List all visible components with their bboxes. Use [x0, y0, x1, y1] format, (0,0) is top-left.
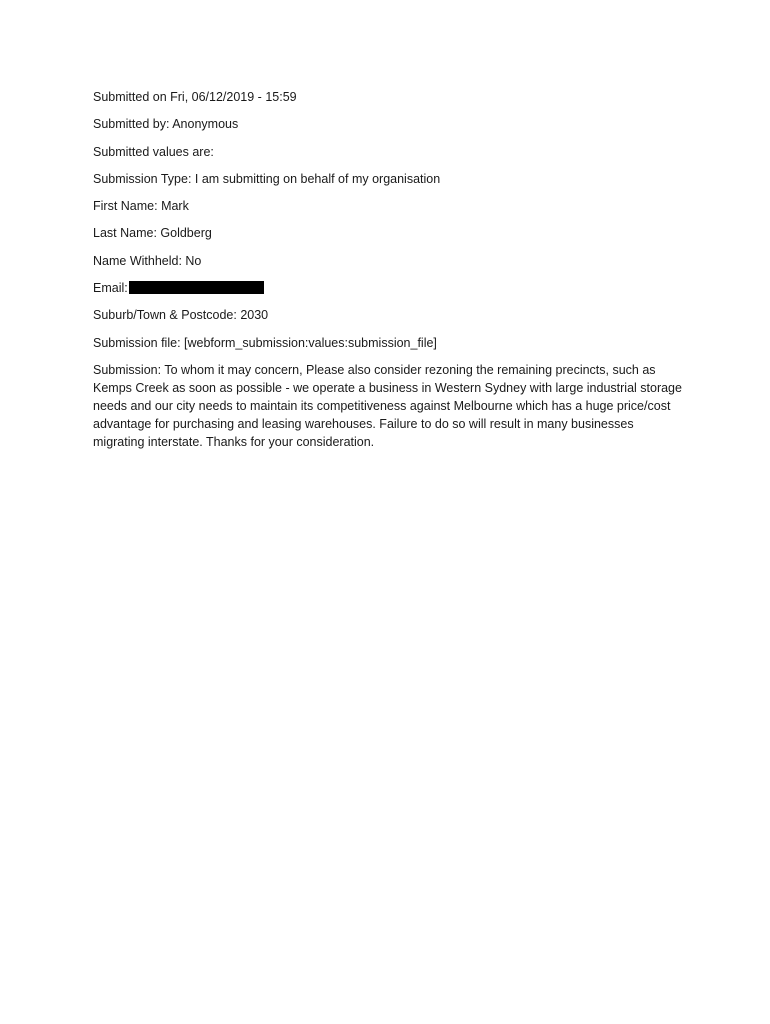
suburb-postcode-field	[93, 306, 683, 324]
field-label: First Name:	[93, 199, 162, 214]
field-value: No	[185, 253, 202, 268]
field-label: Email:	[93, 281, 128, 296]
field-label: Suburb/Town & Postcode:	[93, 308, 241, 323]
field-value: Goldberg	[160, 226, 212, 241]
redaction-box	[129, 281, 264, 294]
submission-type-field	[93, 170, 683, 188]
field-value: I am submitting on behalf of my organisation	[194, 171, 441, 186]
field-label: Submission Type:	[93, 171, 195, 186]
last-name-field	[93, 224, 683, 242]
submitted-by: Submitted by: Anonymous	[93, 117, 239, 132]
field-label: Name Withheld:	[93, 253, 186, 268]
submission-text-field	[93, 361, 683, 451]
field-value: [webform_submission:values:submission_file]	[184, 335, 437, 350]
submission-record	[93, 88, 683, 451]
field-value: Mark	[161, 199, 189, 214]
name-withheld-field	[93, 252, 683, 270]
submission-file-field	[93, 334, 683, 352]
submitted-values-heading: Submitted values are:	[93, 144, 214, 159]
field-label: Submission:	[93, 362, 165, 377]
field-value: To whom it may concern, Please also consider rezoning the remaining precincts, such as Kemps Creek as soon as possible - we operate a business in Western Sydney with large industrial storage needs and our city needs to maintain its competitiveness against Melbourne which has a huge price/cost advantage for purchasing and leasing warehouses. Failure to do so will result in many businesses migrating interstate. Thanks for your consideration.	[93, 362, 682, 449]
field-label: Submission file:	[93, 335, 185, 350]
field-value: 2030	[240, 308, 269, 323]
field-label: Last Name:	[93, 226, 161, 241]
first-name-field	[93, 197, 683, 215]
email-field	[93, 279, 683, 297]
submitted-on: Submitted on Fri, 06/12/2019 - 15:59	[93, 90, 297, 104]
